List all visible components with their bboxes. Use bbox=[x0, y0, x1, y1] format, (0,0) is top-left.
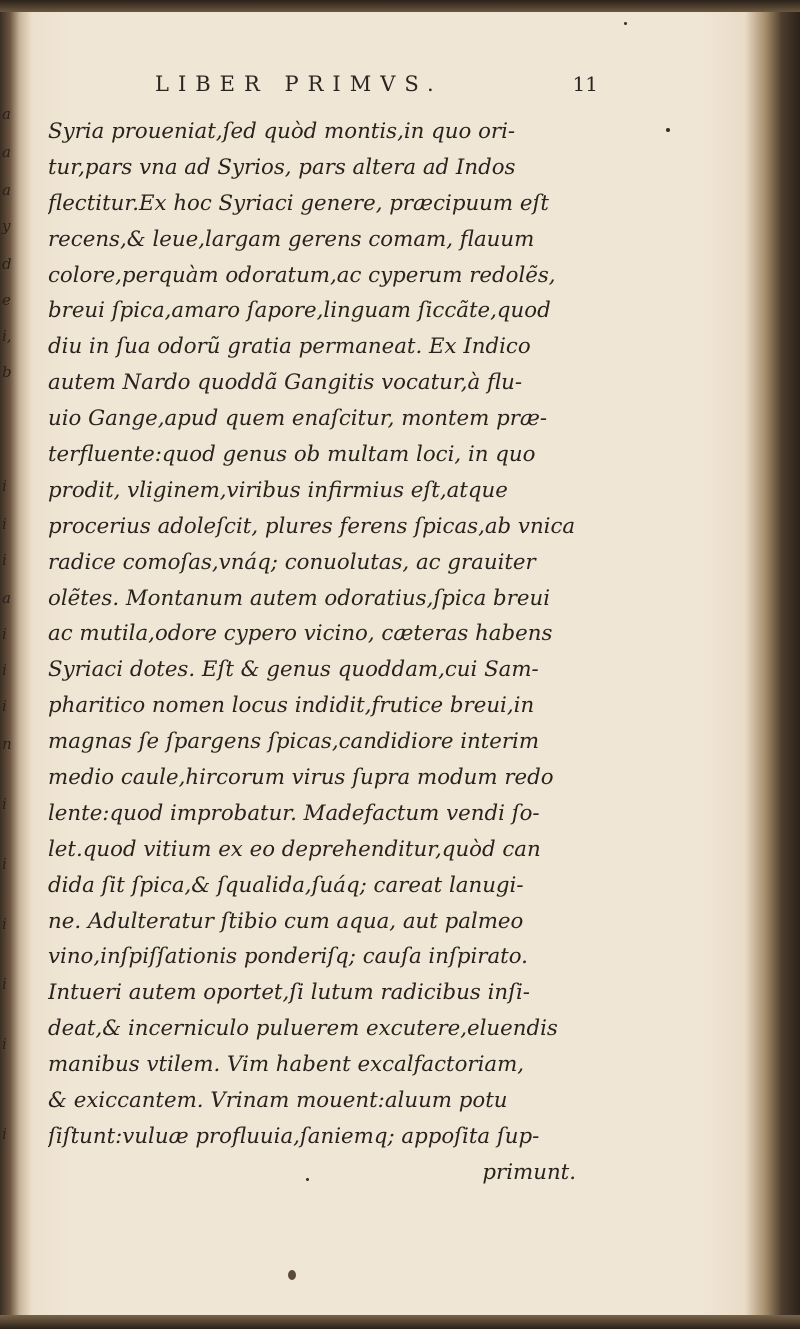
margin-letter: i bbox=[2, 855, 7, 873]
running-title: LIBER PRIMVS. bbox=[155, 72, 443, 96]
text-line: ne. Adulteratur ſtibio cum aqua, aut palmeo bbox=[48, 908, 524, 934]
text-line: prodit, vliginem,viribus infirmius eſt,atque bbox=[48, 477, 508, 503]
margin-letter: e bbox=[2, 291, 11, 309]
margin-letter: i bbox=[2, 697, 7, 715]
margin-letter: y bbox=[2, 217, 11, 235]
text-line: deat,& incerniculo puluerem excutere,eluendis bbox=[48, 1016, 558, 1042]
text-line: uio Gange,apud quem enaſcitur, montem præ- bbox=[48, 406, 548, 432]
text-line: olẽtes. Montanum autem odoratius,ſpica breui bbox=[48, 585, 551, 611]
text-line: & exiccantem. Vrinam mouent:aluum potu bbox=[48, 1088, 508, 1114]
margin-letter: a bbox=[2, 105, 11, 123]
facing-page-edge-letters bbox=[0, 95, 26, 1215]
margin-letter: a bbox=[2, 589, 11, 607]
folio-number: 11 bbox=[572, 72, 598, 96]
text-line: vino,inſpiſſationis ponderiſq; cauſa inſpirato. bbox=[48, 944, 528, 970]
margin-letter: i bbox=[2, 795, 7, 813]
ink-speck bbox=[666, 128, 670, 132]
margin-letter: i bbox=[2, 477, 7, 495]
text-line: Syriaci dotes. Eſt & genus quoddam,cui Sam- bbox=[48, 657, 539, 683]
text-line: breui ſpica,amaro ſapore,linguam ſiccãte,quod bbox=[48, 298, 551, 324]
text-line: lente:quod improbatur. Madefactum vendi ſo- bbox=[48, 800, 540, 826]
bottom-page-edge bbox=[0, 1315, 800, 1329]
margin-letter: n bbox=[2, 735, 12, 753]
text-line: manibus vtilem. Vim habent excalfactoriam, bbox=[48, 1052, 525, 1078]
text-line: pharitico nomen locus indidit,frutice breui,in bbox=[48, 693, 535, 719]
text-line: procerius adoleſcit, plures ferens ſpicas,ab vnica bbox=[48, 513, 576, 539]
top-page-edge bbox=[0, 0, 800, 12]
text-line: ac mutila,odore cypero vicino, cæteras habens bbox=[48, 621, 553, 647]
margin-letter: i bbox=[2, 551, 7, 569]
margin-letter: i bbox=[2, 1035, 7, 1053]
text-line: recens,& leue,largam gerens comam, flauum bbox=[48, 226, 535, 252]
margin-letter: i bbox=[2, 1125, 7, 1143]
paper-blemish bbox=[288, 1270, 296, 1280]
margin-letter: a bbox=[2, 143, 11, 161]
margin-letter: a bbox=[2, 181, 11, 199]
text-line: Intueri autem oportet,ſi lutum radicibus inſi- bbox=[48, 980, 531, 1006]
margin-letter: d bbox=[2, 255, 12, 273]
margin-letter: i bbox=[2, 515, 7, 533]
margin-letter: i, bbox=[2, 327, 12, 345]
margin-letter: i bbox=[2, 661, 7, 679]
text-line: medio caule,hircorum virus ſupra modum redo bbox=[48, 765, 554, 791]
text-line: terfluente:quod genus ob multam loci, in quo bbox=[48, 442, 536, 468]
text-line: flectitur.Ex hoc Syriaci genere, præcipuum eſt bbox=[48, 190, 549, 216]
text-line: dida ſit ſpica,& ſqualida,ſuáq; careat lanugi- bbox=[48, 872, 524, 898]
catchword-line: primunt. bbox=[482, 1159, 576, 1185]
text-line: autem Nardo quoddã Gangitis vocatur,à flu- bbox=[48, 370, 523, 396]
text-line: let.quod vitium ex eo deprehenditur,quòd can bbox=[48, 836, 541, 862]
text-line: magnas ſe ſpargens ſpicas,candidiore interim bbox=[48, 729, 540, 755]
margin-letter: b bbox=[2, 363, 12, 381]
margin-letter: i bbox=[2, 625, 7, 643]
text-line: tur,pars vna ad Syrios, pars altera ad Indos bbox=[48, 154, 516, 180]
body-text bbox=[48, 114, 584, 1191]
page-header bbox=[120, 72, 600, 104]
text-line: diu in ſua odorũ gratia permaneat. Ex Indico bbox=[48, 334, 531, 360]
margin-letter: i bbox=[2, 915, 7, 933]
margin-letter: i bbox=[2, 975, 7, 993]
text-line: radice comoſas,vnáq; conuolutas, ac grauiter bbox=[48, 549, 536, 575]
text-line: ſiſtunt:vuluæ profluuia,ſaniemq; appoſita ſup- bbox=[48, 1123, 540, 1149]
ink-speck bbox=[624, 22, 627, 25]
text-line: colore,perquàm odoratum,ac cyperum redolẽs, bbox=[48, 262, 556, 288]
ink-speck bbox=[306, 1178, 309, 1181]
text-line: Syria proueniat,ſed quòd montis,in quo ori- bbox=[48, 119, 516, 144]
